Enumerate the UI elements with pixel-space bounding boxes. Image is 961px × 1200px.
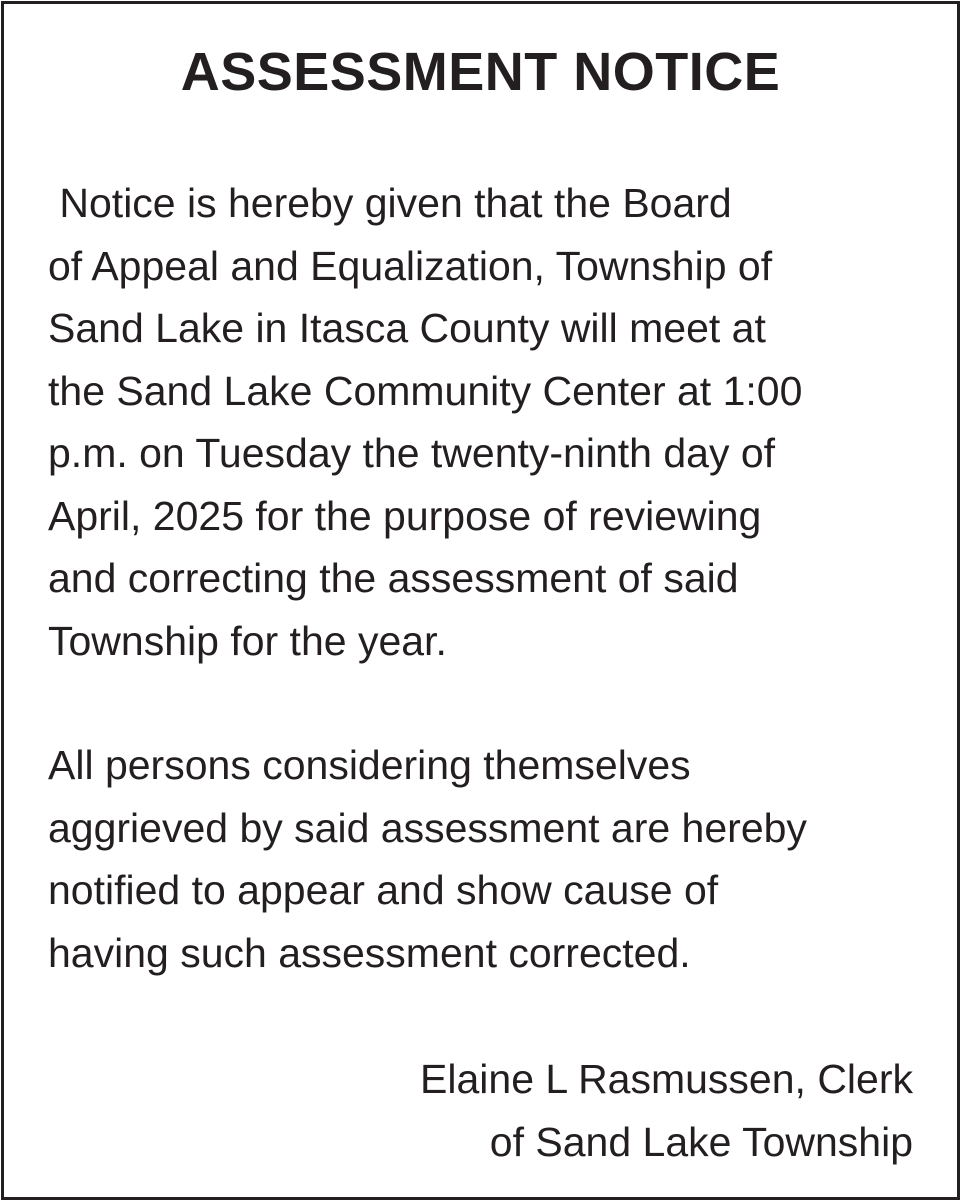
clerk-signature-block [420,1048,913,1173]
paragraph-line: aggrieved by said assessment are hereby [48,804,807,851]
notice-paragraph-meeting [48,172,928,672]
paragraph-line: of Appeal and Equalization, Township of [48,242,773,289]
paragraph-line: notified to appear and show cause of [48,867,719,913]
paragraph-line: April, 2025 for the purpose of reviewing [48,492,762,539]
paragraph-line: All persons considering themselves [48,742,691,788]
signature-title-line: of Sand Lake Township [489,1118,913,1165]
paragraph-line: having such assessment corrected. [48,929,691,976]
notice-paragraph-appeal [48,734,928,984]
paragraph-line: Township for the year. [48,617,447,664]
paragraph-line: Sand Lake in Itasca County will meet at [48,305,766,351]
paragraph-line: and correcting the assessment of said [48,555,739,601]
signature-name-line: Elaine L Rasmussen, Clerk [420,1056,913,1102]
notice-title: ASSESSMENT NOTICE [180,42,781,102]
paragraph-line: the Sand Lake Community Center at 1:00 [48,367,803,414]
paragraph-line: Notice is hereby given that the Board [48,180,732,226]
assessment-notice-frame [1,1,960,1200]
paragraph-line: p.m. on Tuesday the twenty-ninth day of [48,430,776,476]
